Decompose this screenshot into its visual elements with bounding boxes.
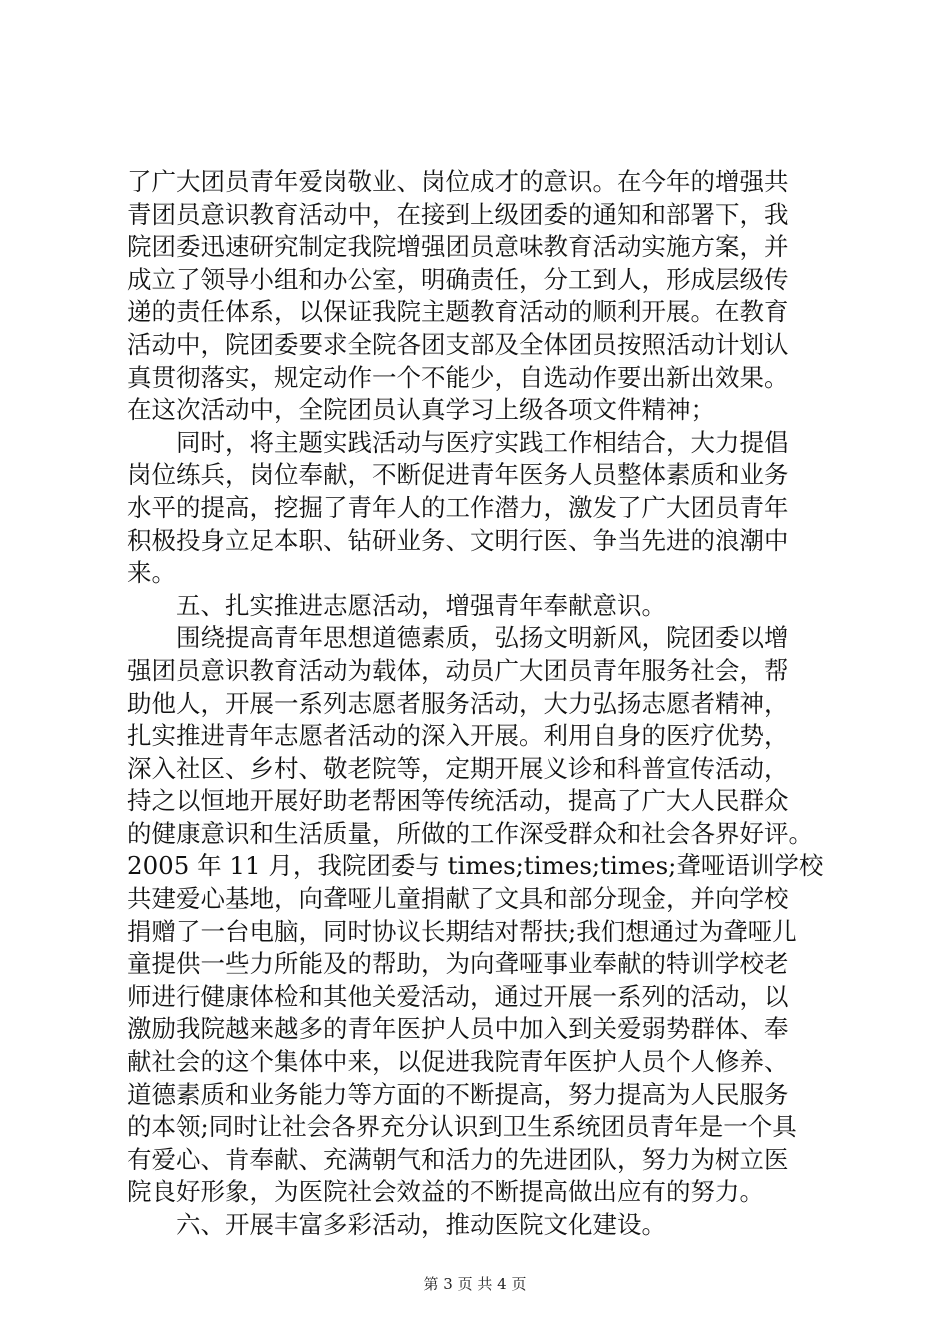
text-line: 青团员意识教育活动中，在接到上级团委的通知和部署下，我	[127, 199, 789, 229]
text-line: 了广大团员青年爱岗敬业、岗位成才的意识。在今年的增强共	[127, 167, 789, 196]
text-line: 2005 年 11 月，我院团委与 times;times;times;聋哑语训学校	[127, 851, 824, 881]
text-line: 真贯彻落实，规定动作一个不能少，自选动作要出新出效果。	[127, 362, 789, 392]
text-line: 递的责任体系，以保证我院主题教育活动的顺利开展。在教育	[127, 297, 789, 327]
text-line: 院良好形象，为医院社会效益的不断提高做出应有的努力。	[127, 1177, 764, 1207]
text-line: 捐赠了一台电脑，同时协议长期结对帮扶;我们想通过为聋哑儿	[127, 916, 797, 946]
text-line: 来。	[127, 558, 176, 588]
text-line: 扎实推进青年志愿者活动的深入开展。利用自身的医疗优势，	[127, 721, 789, 751]
text-line: 水平的提高，挖掘了青年人的工作潜力，激发了广大团员青年	[127, 492, 789, 522]
text-line: 的本领;同时让社会各界充分认识到卫生系统团员青年是一个具	[127, 1112, 797, 1142]
text-line: 同时，将主题实践活动与医疗实践工作相结合，大力提倡	[176, 427, 789, 457]
text-line: 助他人，开展一系列志愿者服务活动，大力弘扬志愿者精神，	[127, 688, 789, 718]
text-line: 童提供一些力所能及的帮助，为向聋哑事业奉献的特训学校老	[127, 949, 789, 979]
text-line: 六、开展丰富多彩活动，推动医院文化建设。	[176, 1210, 666, 1239]
text-line: 有爱心、肯奉献、充满朝气和活力的先进团队，努力为树立医	[127, 1144, 789, 1174]
text-line: 成立了领导小组和办公室，明确责任，分工到人，形成层级传	[127, 264, 789, 294]
text-line: 围绕提高青年思想道德素质，弘扬文明新风，院团委以增	[176, 623, 789, 653]
text-line: 道德素质和业务能力等方面的不断提高，努力提高为人民服务	[127, 1079, 789, 1109]
text-line: 岗位练兵，岗位奉献，不断促进青年医务人员整体素质和业务	[127, 460, 789, 490]
text-line: 激励我院越来越多的青年医护人员中加入到关爱弱势群体、奉	[127, 1014, 789, 1044]
text-line: 献社会的这个集体中来，以促进我院青年医护人员个人修养、	[127, 1047, 789, 1077]
page-footer: 第 3 页 共 4 页	[423, 1275, 527, 1293]
text-line: 深入社区、乡村、敬老院等，定期开展义诊和科普宣传活动，	[127, 753, 789, 783]
text-line: 在这次活动中，全院团员认真学习上级各项文件精神；	[127, 395, 715, 425]
text-line: 共建爱心基地，向聋哑儿童捐献了文具和部分现金，并向学校	[127, 884, 789, 914]
text-line: 强团员意识教育活动为载体，动员广大团员青年服务社会，帮	[127, 655, 789, 685]
document-body	[127, 166, 827, 1242]
text-line: 持之以恒地开展好助老帮困等传统活动，提高了广大人民群众	[127, 786, 789, 816]
text-line: 五、扎实推进志愿活动，增强青年奉献意识。	[176, 590, 666, 620]
text-line: 院团委迅速研究制定我院增强团员意味教育活动实施方案，并	[127, 232, 789, 262]
text-line: 活动中，院团委要求全院各团支部及全体团员按照活动计划认	[127, 329, 789, 359]
text-line: 积极投身立足本职、钻研业务、文明行医、争当先进的浪潮中	[127, 525, 789, 555]
text-line: 的健康意识和生活质量，所做的工作深受群众和社会各界好评。	[127, 818, 813, 848]
text-line: 师进行健康体检和其他关爱活动，通过开展一系列的活动，以	[127, 981, 789, 1011]
